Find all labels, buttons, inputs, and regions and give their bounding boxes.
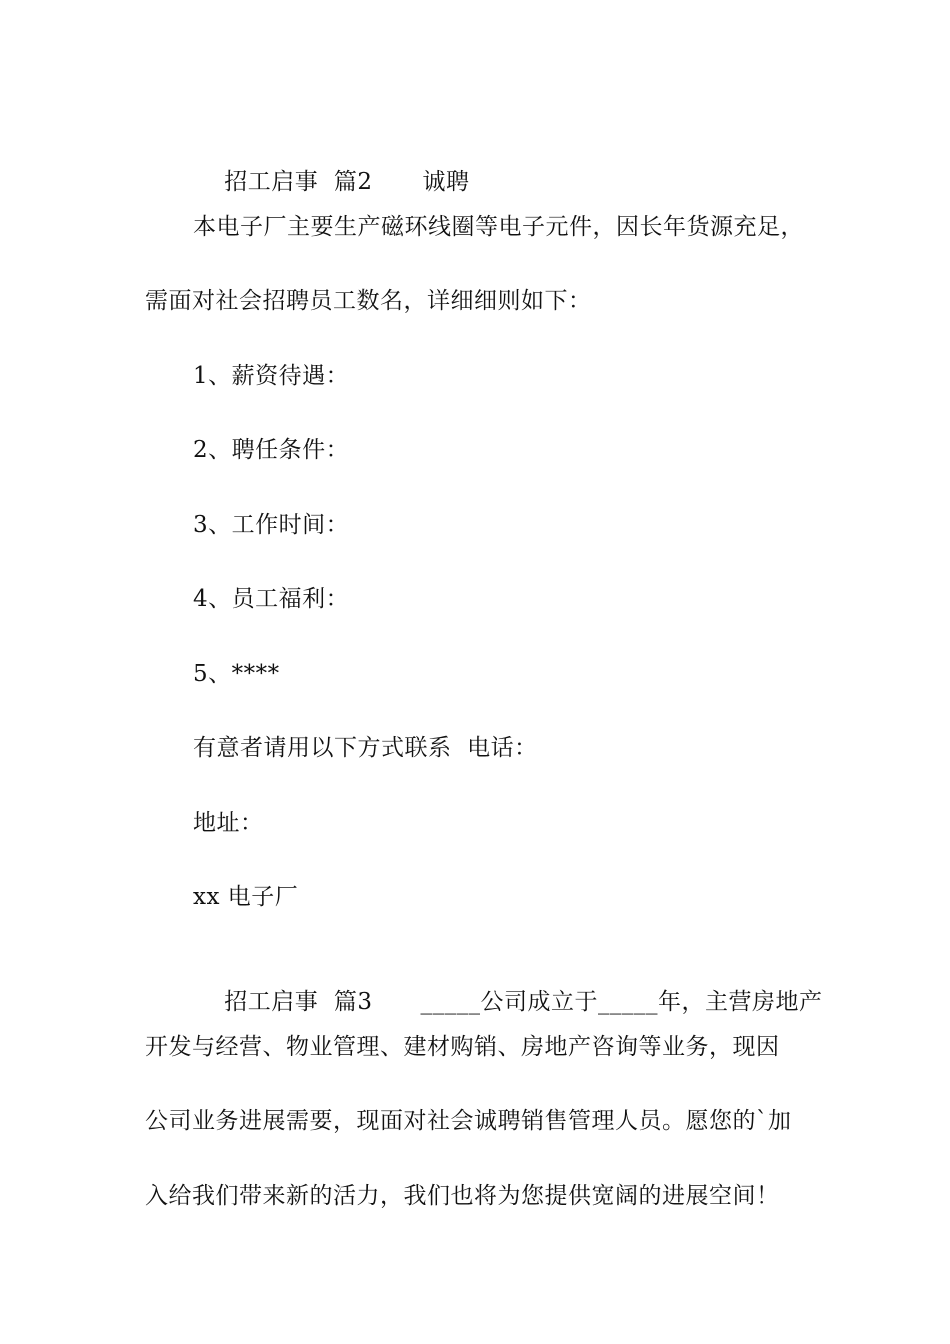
section2-intro-line2: 需面对社会招聘员工数名，详细细则如下： — [145, 288, 592, 314]
section2-heading: 诚聘 — [422, 169, 470, 195]
section3-line1-text: _____公司成立于_____年，主营房地产 — [420, 989, 823, 1015]
company-name: xx 电子厂 — [193, 884, 299, 910]
section3-title: 招工启事 篇3 — [224, 989, 373, 1015]
contact-line: 有意者请用以下方式联系 电话： — [193, 735, 538, 761]
address-line: 地址： — [193, 810, 264, 836]
section3-line2: 开发与经营、物业管理、建材购销、房地产咨询等业务，现因 — [145, 1034, 780, 1060]
list-item-hours: 3、工作时间： — [193, 512, 350, 538]
list-item-salary: 1、薪资待遇： — [193, 363, 350, 389]
section2-intro-line1: 本电子厂主要生产磁环线圈等电子元件，因长年货源充足， — [193, 214, 804, 240]
list-item-conditions: 2、聘任条件： — [193, 437, 350, 463]
list-item-other: 5、**** — [193, 661, 280, 687]
list-item-benefits: 4、员工福利： — [193, 586, 350, 612]
section3-line3: 公司业务进展需要，现面对社会诚聘销售管理人员。愿您的`加 — [145, 1108, 792, 1134]
section3-line4: 入给我们带来新的活力，我们也将为您提供宽阔的进展空间！ — [145, 1183, 780, 1209]
section2-title: 招工启事 篇2 — [224, 169, 373, 195]
